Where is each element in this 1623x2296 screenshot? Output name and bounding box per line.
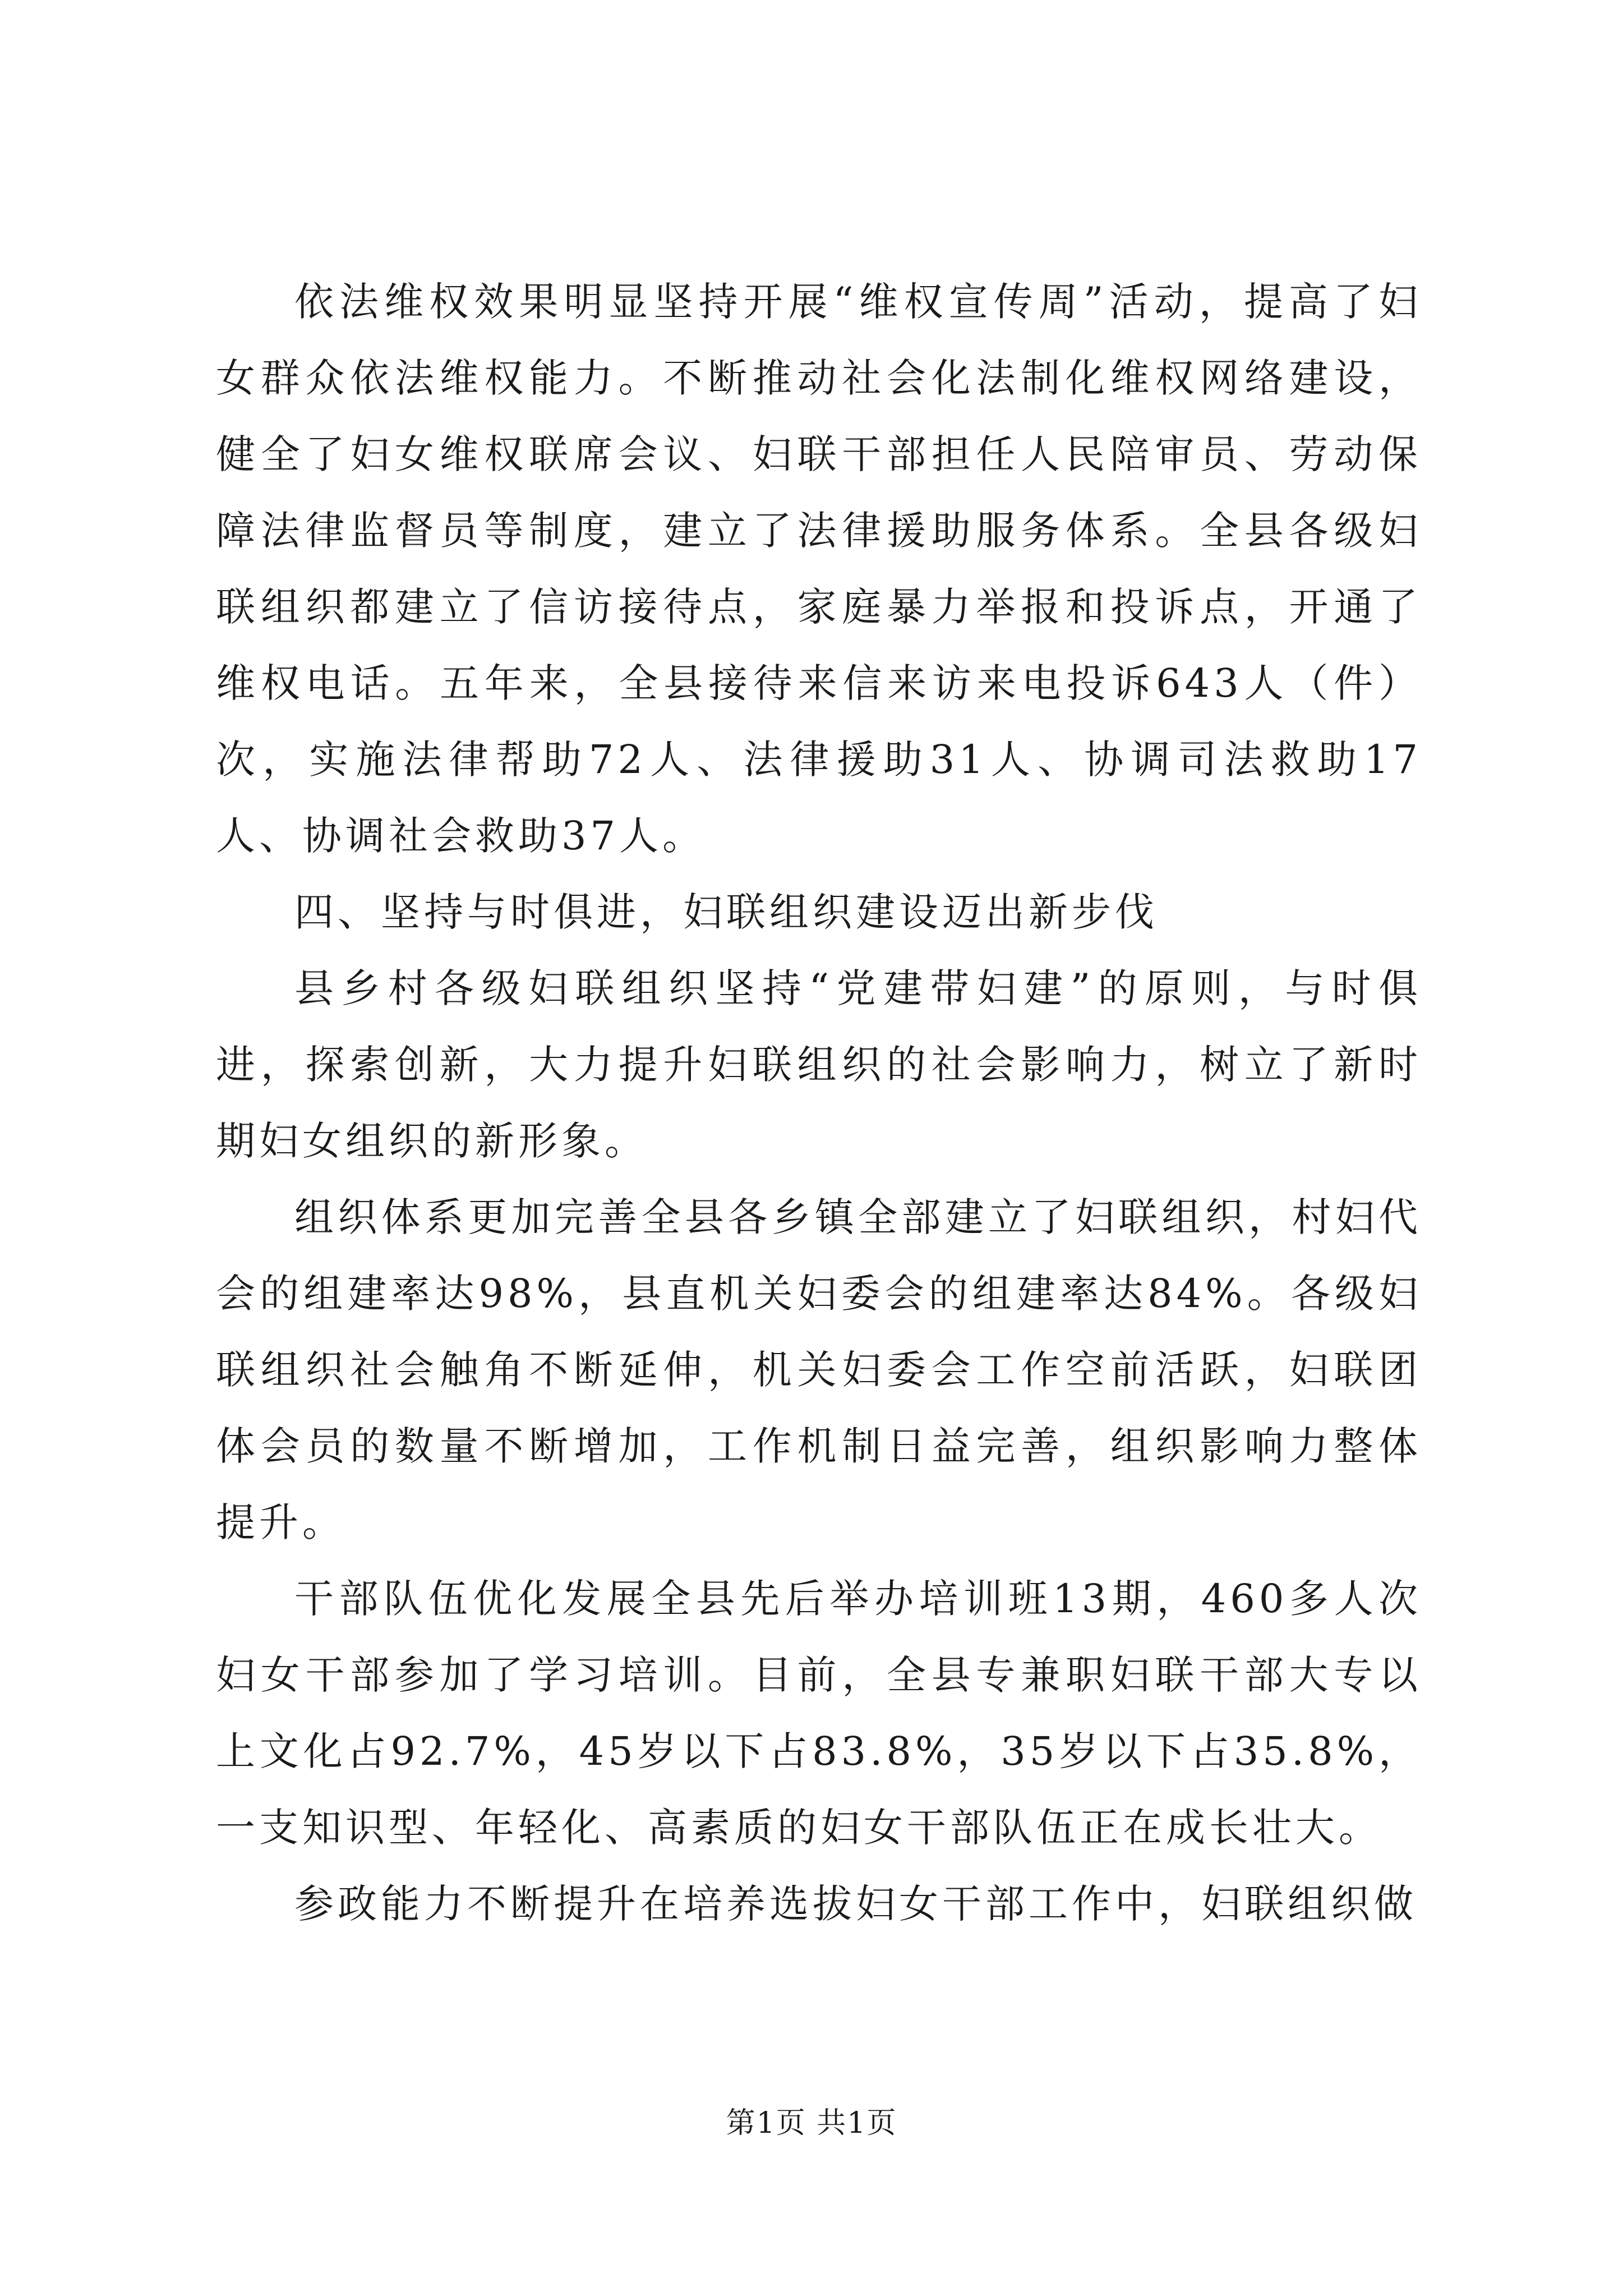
paragraph-rights-protection: 依法维权效果明显坚持开展“维权宣传周”活动，提高了妇女群众依法维权能力。不断推动社会化法制化维权网络建设，健全了妇女维权联席会议、妇联干部担任人民陪审员、劳动保障法律监督员等制度，建立了法律援助服务体系。全县各级妇联组织都建立了信访接待点，家庭暴力举报和投诉点，开通了维权电话。五年来，全县接待来信来访来电投诉643人（件）次，实施法律帮助72人、法律援助31人、协调司法救助17人、协调社会救助37人。	[216, 279, 1422, 859]
paragraph-political-participation: 参政能力不断提升在培养选拔妇女干部工作中，妇联组织做	[294, 1881, 1417, 1927]
document-body	[216, 264, 1422, 1942]
paragraph-organization-intro: 县乡村各级妇联组织坚持“党建带妇建”的原则，与时俱进，探索创新，大力提升妇联组织的社会影响力，树立了新时期妇女组织的新形象。	[216, 965, 1422, 1164]
page-footer: 第1页 共1页	[726, 2106, 897, 2140]
paragraph-organization-system: 组织体系更加完善全县各乡镇全部建立了妇联组织，村妇代会的组建率达98%，县直机关妇委会的组建率达84%。各级妇联组织社会触角不断延伸，机关妇委会工作空前活跃，妇联团体会员的数量不断增加，工作机制日益完善，组织影响力整体提升。	[216, 1194, 1422, 1545]
paragraph-cadre-team: 干部队伍优化发展全县先后举办培训班13期，460多人次妇女干部参加了学习培训。目前，全县专兼职妇联干部大专以上文化占92.7%，45岁以下占83.8%，35岁以下占35.8%，一支知识型、年轻化、高素质的妇女干部队伍正在成长壮大。	[216, 1576, 1422, 1851]
section-heading-four: 四、坚持与时俱进，妇联组织建设迈出新步伐	[294, 889, 1158, 935]
